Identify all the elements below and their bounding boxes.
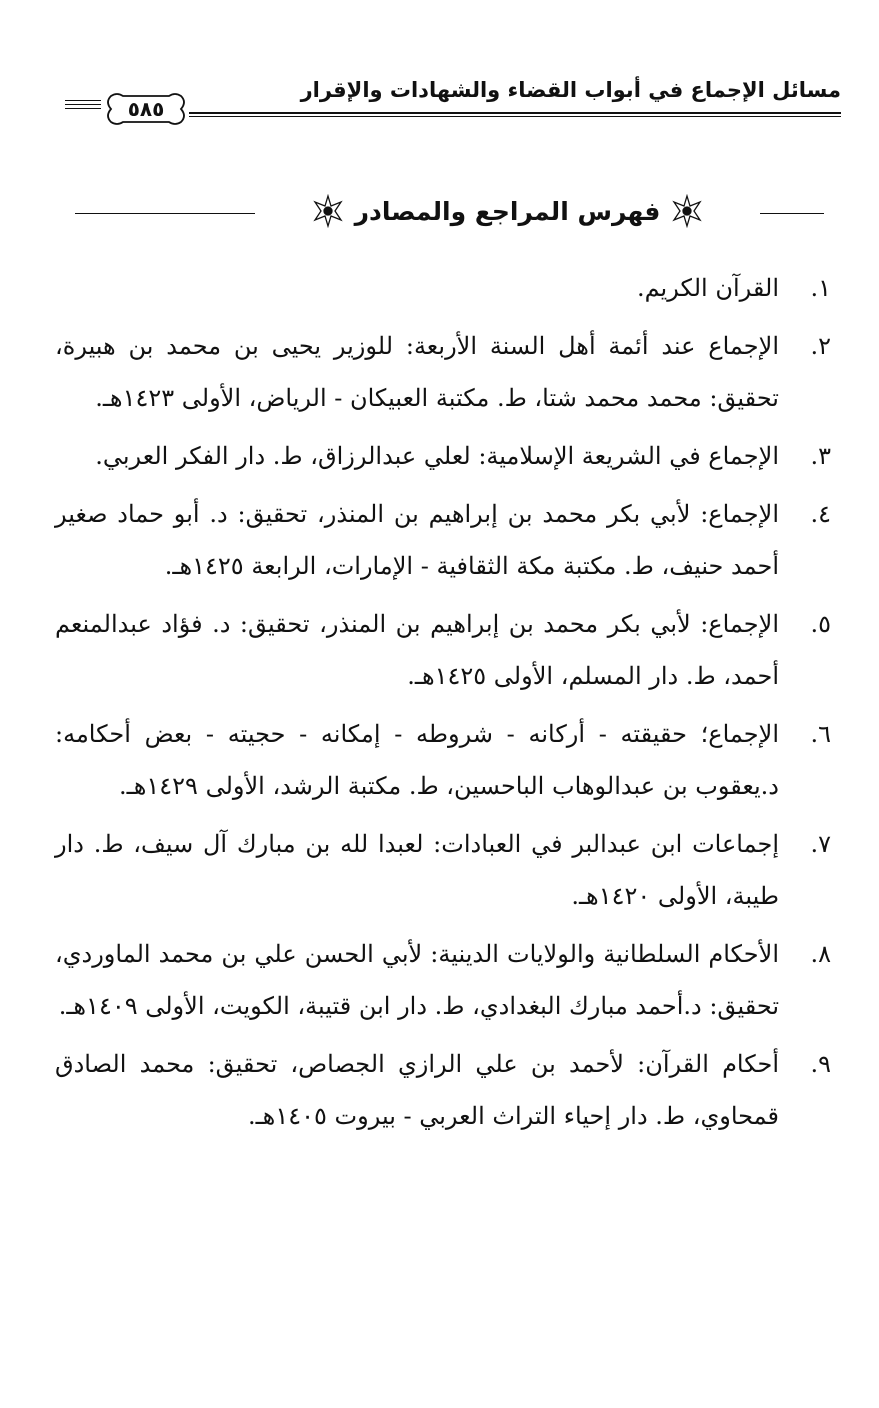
reference-item bbox=[55, 1038, 839, 1142]
reference-item bbox=[55, 928, 839, 1032]
reference-item bbox=[55, 708, 839, 812]
reference-item bbox=[55, 430, 839, 482]
header-left-lines bbox=[65, 100, 101, 112]
page-number-box bbox=[101, 90, 191, 128]
page-number: ٥٨٥ bbox=[127, 97, 165, 121]
reference-item bbox=[55, 488, 839, 592]
heading-line-left bbox=[75, 213, 255, 214]
reference-item bbox=[55, 818, 839, 922]
section-heading bbox=[75, 186, 824, 236]
reference-text: الإجماع: لأبي بكر محمد بن إبراهيم بن المنذر، تحقيق: د. أبو حماد صغير أحمد حنيف، ط. مكتبة مكة الثقافية - الإمارات، الرابعة ١٤٢٥هـ. bbox=[55, 500, 779, 580]
header-rule bbox=[189, 112, 841, 114]
reference-number: ٨. bbox=[810, 940, 831, 968]
reference-text: إجماعات ابن عبدالبر في العبادات: لعبدا لله بن مبارك آل سيف، ط. دار طيبة، الأولى ١٤٢٠هـ. bbox=[55, 830, 779, 910]
reference-number: ٧. bbox=[810, 830, 831, 858]
reference-number: ٩. bbox=[810, 1050, 831, 1078]
header-rule-thin bbox=[189, 116, 841, 117]
reference-list bbox=[55, 262, 839, 1148]
reference-number: ٣. bbox=[810, 442, 831, 470]
reference-number: ٢. bbox=[810, 332, 831, 360]
reference-number: ٦. bbox=[810, 720, 831, 748]
reference-text: الإجماع عند أئمة أهل السنة الأربعة: للوزير يحيى بن محمد بن هبيرة، تحقيق: محمد محمد شتا، ط. مكتبة العبيكان - الرياض، الأولى ١٤٢٣هـ. bbox=[55, 332, 779, 412]
reference-text: القرآن الكريم. bbox=[636, 274, 779, 302]
running-header bbox=[41, 76, 841, 128]
star-ornament-icon bbox=[670, 194, 704, 228]
reference-text: الأحكام السلطانية والولايات الدينية: لأبي الحسن علي بن محمد الماوردي، تحقيق: د.أحمد مبارك البغدادي، ط. دار ابن قتيبة، الكويت، الأولى ١٤٠٩هـ. bbox=[55, 940, 779, 1020]
reference-text: الإجماع: لأبي بكر محمد بن إبراهيم بن المنذر، تحقيق: د. فؤاد عبدالمنعم أحمد، ط. دار المسلم، الأولى ١٤٢٥هـ. bbox=[55, 610, 779, 690]
reference-text: أحكام القرآن: لأحمد بن علي الرازي الجصاص، تحقيق: محمد الصادق قمحاوي، ط. دار إحياء التراث العربي - بيروت ١٤٠٥هـ. bbox=[55, 1050, 779, 1130]
reference-number: ١. bbox=[810, 274, 831, 302]
reference-number: ٤. bbox=[810, 500, 831, 528]
reference-item bbox=[55, 320, 839, 424]
reference-text: الإجماع في الشريعة الإسلامية: لعلي عبدالرزاق، ط. دار الفكر العربي. bbox=[95, 442, 779, 470]
star-ornament-icon bbox=[311, 194, 345, 228]
reference-text: الإجماع؛ حقيقته - أركانه - شروطه - إمكانه - حجيته - بعض أحكامه: د.يعقوب بن عبدالوهاب الباحسين، ط. مكتبة الرشد، الأولى ١٤٢٩هـ. bbox=[55, 720, 779, 800]
heading-line-right bbox=[760, 213, 824, 214]
reference-number: ٥. bbox=[810, 610, 831, 638]
reference-item bbox=[55, 262, 839, 314]
book-title: مسائل الإجماع في أبواب القضاء والشهادات والإقرار bbox=[300, 78, 841, 102]
heading-center bbox=[255, 186, 760, 236]
reference-item bbox=[55, 598, 839, 702]
section-title: فهرس المراجع والمصادر bbox=[354, 196, 661, 226]
